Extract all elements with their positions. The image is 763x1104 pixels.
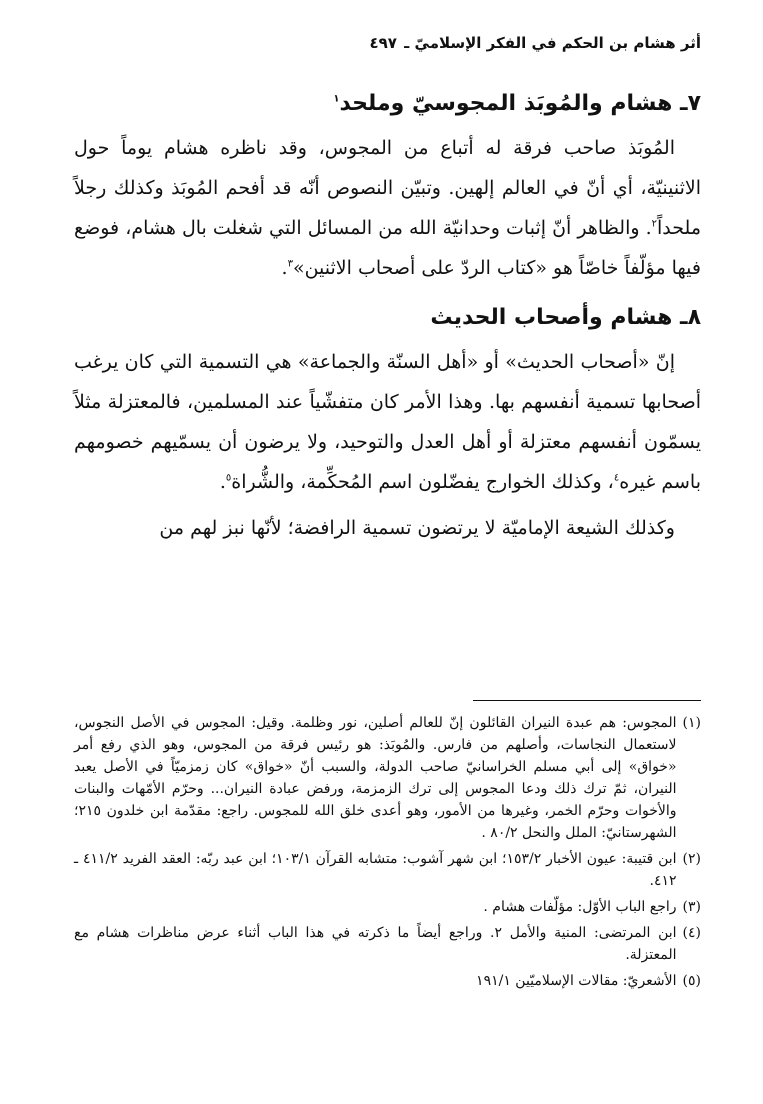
footnote-ref-2: ٢ [651,218,658,230]
section-7-paragraph-part1: المُوبَذ صاحب فرقة له أتباع من المجوس، وقد ناظره هشام يوماً حول الاثنينيّة، أي أنّ في العالم إلهين. وتبيّن النصوص أنّه قد أفحم المُوبَذ وكذلك رجلاً ملحداً [74,137,701,239]
footnote-3 [74,896,701,918]
section-7-heading [74,84,701,124]
footnote-ref-1: ١ [333,93,340,105]
footnote-4-number: (٤) [682,925,701,941]
section-8-paragraph-2: وكذلك الشيعة الإماميّة لا يرتضون تسمية الرافضة؛ لأنّها نبز لهم من [159,517,675,539]
main-text [74,84,701,548]
section-8-heading: ٨ـ هشام وأصحاب الحديث [430,305,701,330]
footnote-ref-3: ٣ [287,258,293,270]
header-separator: ـ [404,34,410,52]
footnote-1-text: المجوس: هم عبدة النيران القائلون إنّ للعالم أصلين، نور وظلمة. وقيل: المجوس في الأصل النجوس، لاستعمال النجاسات، وأصلهم من فارس. والمُوبَذ: هو رئيس فرقة من المجوس، وهو الذي رفع أمر «خواق» إلى أبي مسلم الخراسانيّ صاحب الدولة، والسبب أنّ «خواق» كان زمزميّاً في الأصل يعبد النيران، ثمّ ترك ذلك ودعا المجوس إلى ترك الزمزمة، ورفض عبادة النيران... وحرّم الأمّهات والبنات والأخوات وحرّم الخمر، وغيرها من الأمور، وهو أعدى خلق الله للمجوس. راجع: مقدّمة ابن خلدون ٢١٥؛ الشهرستانيّ: الملل والنحل ٨٠/٢ . [74,715,677,841]
section-7-paragraph-part2: . والظاهر أنّ إثبات وحدانيّة الله من المسائل التي شغلت بال هشام، فوضع فيها مؤلّفاً خاصّاً هو «كتاب الردّ على أصحاب الاثنين» [74,217,701,279]
section-7-paragraph [74,128,701,288]
footnote-1 [74,712,701,844]
footnote-3-text: راجع الباب الأوّل: مؤلّفات هشام . [483,899,677,915]
footnote-2-number: (٢) [682,851,701,867]
footnote-1-number: (١) [682,715,701,731]
section-8-paragraph-1-part1: إنّ «أصحاب الحديث» أو «أهل السنّة والجماعة» هي التسمية التي كان يرغب أصحابها تسمية أنفسهم بها. وهذا الأمر كان متفشّياً عند المسلمين، فالمعتزلة مثلاً يسمّون أنفسهم معتزلة أو أهل العدل والتوحيد، ولا يرضون أن يسمّيهم خصومهم باسم غيره [74,351,701,493]
footnote-3-number: (٣) [682,899,701,915]
footnote-5-number: (٥) [682,973,701,989]
footnotes [74,712,701,996]
section-7-heading-text: ٧ـ هشام والمُوبَذ المجوسيّ وملحد [339,91,701,116]
footnote-ref-4: ٤ [613,472,620,484]
section-8-paragraph-1-part3: . [219,471,226,493]
footnote-4-text: ابن المرتضى: المنية والأمل ٢. وراجع أيضاً ما ذكرته في هذا الباب أثناء عرض مناظرات هشام مع المعتزلة. [74,925,677,963]
footnote-4 [74,922,701,966]
footnote-5-text: الأشعريّ: مقالات الإسلاميّين ١٩١/١ [476,973,677,989]
footnote-2-text: ابن قتيبة: عيون الأخبار ١٥٣/٢؛ ابن شهر آشوب: متشابه القرآن ١٠٣/١؛ ابن عبد ربّه: العقد الفريد ٤١١/٢ ـ ٤١٢. [74,851,677,889]
footnote-ref-5: ٥ [225,472,232,484]
running-title: أثر هشام بن الحكم في الفكر الإسلاميّ [414,34,701,52]
section-7-paragraph-part3: . [281,257,288,279]
footnote-divider [473,700,701,701]
section-8-paragraph-1 [74,342,701,502]
page-number: ٤٩٧ [369,34,397,52]
section-8-paragraph-1-part2: ، وكذلك الخوارج يفضّلون اسم المُحكِّمة، والشُّراة [231,471,614,493]
running-header [74,32,701,54]
footnote-2 [74,848,701,892]
footnote-5 [74,970,701,992]
